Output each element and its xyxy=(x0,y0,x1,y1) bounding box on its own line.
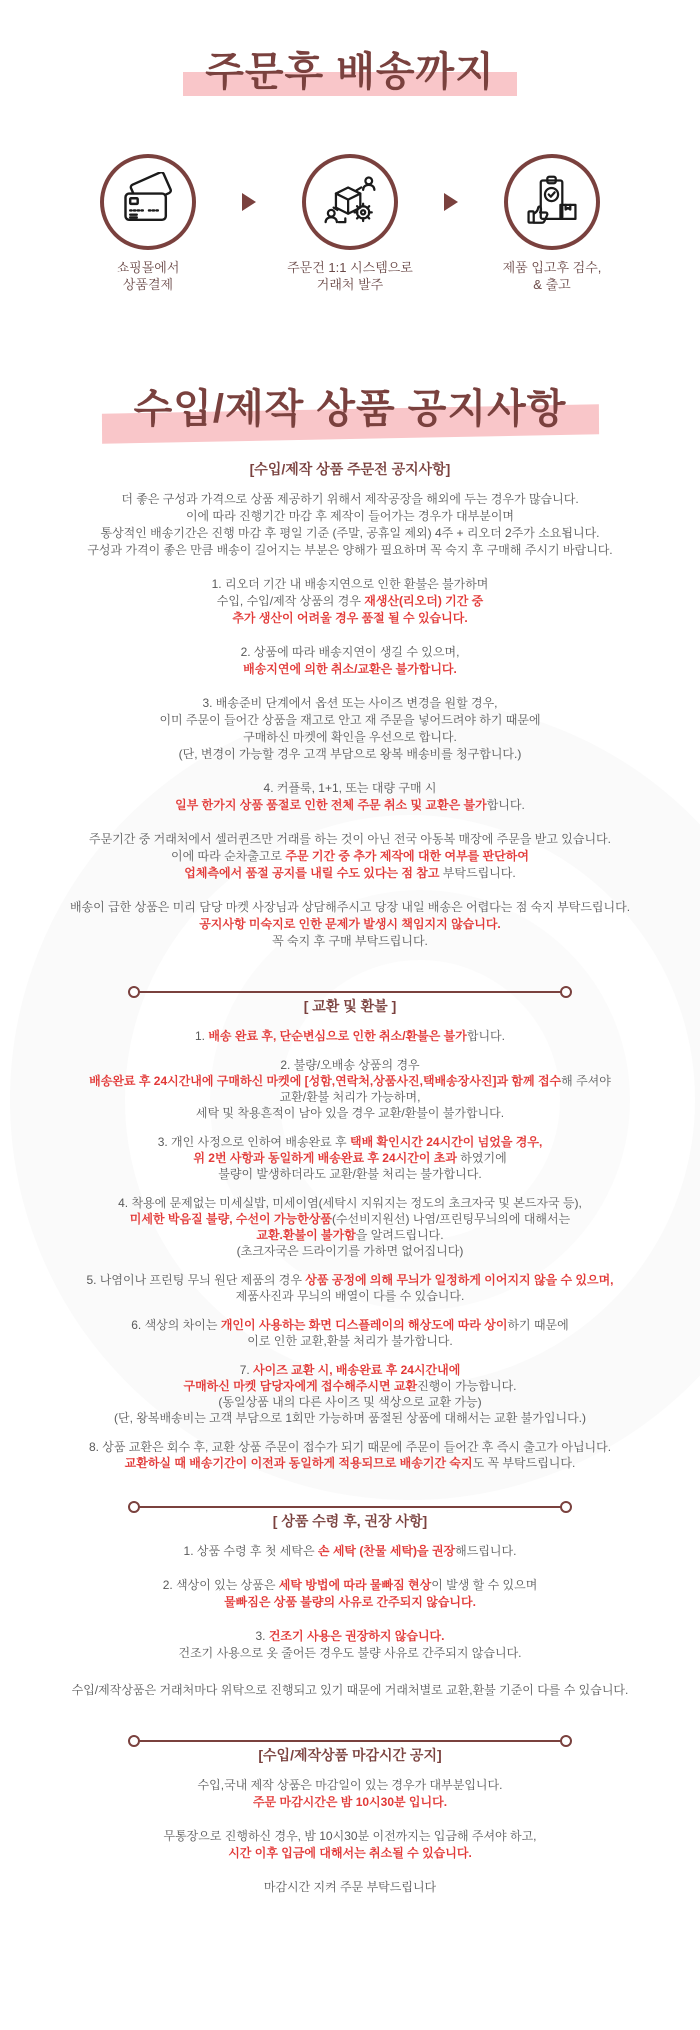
exchange-item-3: 3. 개인 사정으로 인하여 배송완료 후 택배 확인시간 24시간이 넘었을 경우, 위 2번 사항과 동일하게 배송완료 후 24시간이 초과 하였기에 불량이 발생하더라도 교환/환불 처리는 불가합니다. xyxy=(157,1135,543,1181)
arrow-right-icon xyxy=(444,193,458,211)
divider-dot xyxy=(560,986,572,998)
divider-line xyxy=(139,991,561,994)
post-receipt-recommend-section xyxy=(0,1513,700,1699)
arrow-right-icon xyxy=(242,193,256,211)
section-heading-deadline: [수입/제작상품 마감시간 공지] xyxy=(258,1747,442,1763)
process-step-payment xyxy=(59,154,237,293)
divider-dot xyxy=(560,1501,572,1513)
recommend-item-3: 3. 건조기 사용은 권장하지 않습니다. 건조기 사용으로 옷 줄어든 경우도 불량 사유로 간주되지 않습니다. xyxy=(178,1629,522,1660)
notice-item-3: 3. 배송준비 단계에서 옵션 또는 사이즈 변경을 원할 경우, 이미 주문이 들어간 상품을 재고로 안고 재 주문을 넣어드려야 하기 때문에 구매하신 마켓에 확인을 우선으로 합니다. (단, 변경이 가능할 경우 고객 부담으로 왕복 배송비를 청구합니다.) xyxy=(159,696,541,761)
step-circle xyxy=(504,154,600,250)
step-label: 쇼핑몰에서 상품결제 xyxy=(116,260,180,292)
exchange-item-7: 7. 사이즈 교환 시, 배송완료 후 24시간내에 구매하신 마켓 담당자에게 접수해주시면 교환진행이 가능합니다. (동일상품 내의 다른 사이즈 및 색상으로 교환 가능) (단, 왕복배송비는 고객 부담으로 1회만 가능하며 품절된 상품에 대해서는 교환 불가입니다.) xyxy=(114,1363,586,1425)
exchange-item-8: 8. 상품 교환은 회수 후, 교환 상품 주문이 접수가 되기 때문에 주문이 들어간 후 즉시 출고가 아닙니다. 교환하실 때 배송기간이 이전과 동일하게 적용되므로 배송기간 숙지도 꼭 부탁드립니다. xyxy=(88,1440,612,1470)
divider-dot xyxy=(560,1735,572,1747)
order-process-flow xyxy=(0,154,700,293)
consignment-note: 수입/제작상품은 거래처마다 위탁으로 진행되고 있기 때문에 거래처별로 교환,환불 기준이 다를 수 있습니다. xyxy=(71,1683,629,1697)
inspection-shipping-icon xyxy=(522,172,582,232)
notice-title xyxy=(0,387,700,431)
notice-title-text: 수입/제작 상품 공지사항 xyxy=(133,387,567,431)
page-title-text: 주문후 배송까지 xyxy=(205,50,495,94)
section-heading-pre-order: [수입/제작 상품 주문전 공지사항] xyxy=(249,461,451,477)
step-circle xyxy=(100,154,196,250)
section-divider xyxy=(128,1735,572,1747)
recommend-item-2: 2. 색상이 있는 상품은 세탁 방법에 따라 물빠짐 현상이 발생 할 수 있으며 물빠짐은 상품 불량의 사유로 간주되지 않습니다. xyxy=(162,1578,538,1609)
exchange-refund-section xyxy=(0,998,700,1471)
notice-item-1: 1. 리오더 기간 내 배송지연으로 인한 환불은 불가하며 수입, 수입/제작 상품의 경우 재생산(리오더) 기간 중 추가 생산이 어려울 경우 품절 될 수 있습니다. xyxy=(211,577,489,625)
deadline-para-2: 무통장으로 진행하신 경우, 밤 10시30분 이전까지는 입금해 주셔야 하고, 시간 이후 입금에 대해서는 취소될 수 있습니다. xyxy=(163,1829,537,1860)
deadline-notice-section xyxy=(0,1747,700,1896)
deadline-para-3: 마감시간 지켜 주문 부탁드립니다 xyxy=(263,1880,437,1894)
step-label: 제품 입고후 검수, & 출고 xyxy=(502,260,602,292)
notice-outro-1: 주문기간 중 거래처에서 셀러퀸즈만 거래를 하는 것이 아닌 전국 아동복 매장에 주문을 받고 있습니다. 이에 따라 순차출고로 주문 기간 중 추가 제작에 대한 여부를 판단하여 업체측에서 품절 공지를 내릴 수도 있다는 점 참고 부탁드립니다. xyxy=(89,832,611,880)
process-step-inspection xyxy=(463,154,641,293)
notice-item-4: 4. 커플룩, 1+1, 또는 대량 구매 시 일부 한가지 상품 품절로 인한 전체 주문 취소 및 교환은 불가합니다. xyxy=(175,781,525,812)
step-circle xyxy=(302,154,398,250)
section-divider xyxy=(128,1501,572,1513)
exchange-item-5: 5. 나염이나 프린팅 무늬 원단 제품의 경우 상품 공정에 의해 무늬가 일정하게 이어지지 않을 수 있으며, 제품사진과 무늬의 배열이 다를 수 있습니다. xyxy=(86,1273,614,1303)
recommend-item-1: 1. 상품 수령 후 첫 세탁은 손 세탁 (찬물 세탁)을 권장해드립니다. xyxy=(183,1544,517,1558)
page-title xyxy=(0,50,700,94)
divider-line xyxy=(139,1740,561,1743)
card-payment-icon xyxy=(118,172,178,232)
exchange-item-4: 4. 착용에 문제없는 미세실밥, 미세이염(세탁시 지워지는 정도의 초크자국 및 본드자국 등), 미세한 박음질 불량, 수선이 가능한상품(수선비지원선) 나염/프린팅무늬의에 대해서는 교환.환불이 불가함을 알려드립니다. (초크자국은 드라이기를 가하면 없어집니다) xyxy=(118,1196,582,1258)
exchange-item-6: 6. 색상의 차이는 개인이 사용하는 화면 디스플레이의 해상도에 따라 상이하기 때문에 이로 인한 교환,환불 처리가 불가합니다. xyxy=(131,1318,569,1348)
section-divider xyxy=(128,986,572,998)
process-step-order-system xyxy=(261,154,439,293)
section-heading-recommend: [ 상품 수령 후, 권장 사항] xyxy=(272,1513,428,1529)
exchange-item-1: 1. 배송 완료 후, 단순변심으로 인한 취소/환불은 불가합니다. xyxy=(195,1029,505,1043)
notice-paragraph: 더 좋은 구성과 가격으로 상품 제공하기 위해서 제작공장을 해외에 두는 경우가 많습니다. 이에 따라 진행기간 마감 후 제작이 들어가는 경우가 대부분이며 통상적인 배송기간은 진행 마감 후 평일 기준 (주말, 공휴일 제외) 4주 + 리오더 2주가 소요됩니다. 구성과 가격이 좋은 만큼 배송이 길어지는 부분은 양해가 필요하며 꼭 숙지 후 구매해 주시기 바랍니다. xyxy=(87,492,613,557)
notice-item-2: 2. 상품에 따라 배송지연이 생길 수 있으며, 배송지연에 의한 취소/교환은 불가합니다. xyxy=(240,645,460,676)
exchange-item-2: 2. 불량/오배송 상품의 경우 배송완료 후 24시간내에 구매하신 마켓에 [성함,연락처,상품사진,택배송장사진]과 함께 접수해 주셔야 교환/환불 처리가 가능하며, 세탁 및 착용흔적이 남아 있을 경우 교환/환불이 불가합니다. xyxy=(89,1058,611,1120)
divider-line xyxy=(139,1506,561,1509)
order-system-icon xyxy=(320,172,380,232)
notice-outro-2: 배송이 급한 상품은 미리 담당 마켓 사장님과 상담해주시고 당장 내일 배송은 어렵다는 점 숙지 부탁드립니다. 공지사항 미숙지로 인한 문제가 발생시 책임지지 않습니다. 꼭 숙지 후 구매 부탁드립니다. xyxy=(69,900,631,948)
deadline-para-1: 수입,국내 제작 상품은 마감일이 있는 경우가 대부분입니다. 주문 마감시간은 밤 10시30분 입니다. xyxy=(197,1778,503,1809)
section-heading-exchange: [ 교환 및 환불 ] xyxy=(303,998,397,1014)
step-label: 주문건 1:1 시스템으로 거래처 발주 xyxy=(287,260,413,292)
pre-order-notice-section xyxy=(0,461,700,950)
